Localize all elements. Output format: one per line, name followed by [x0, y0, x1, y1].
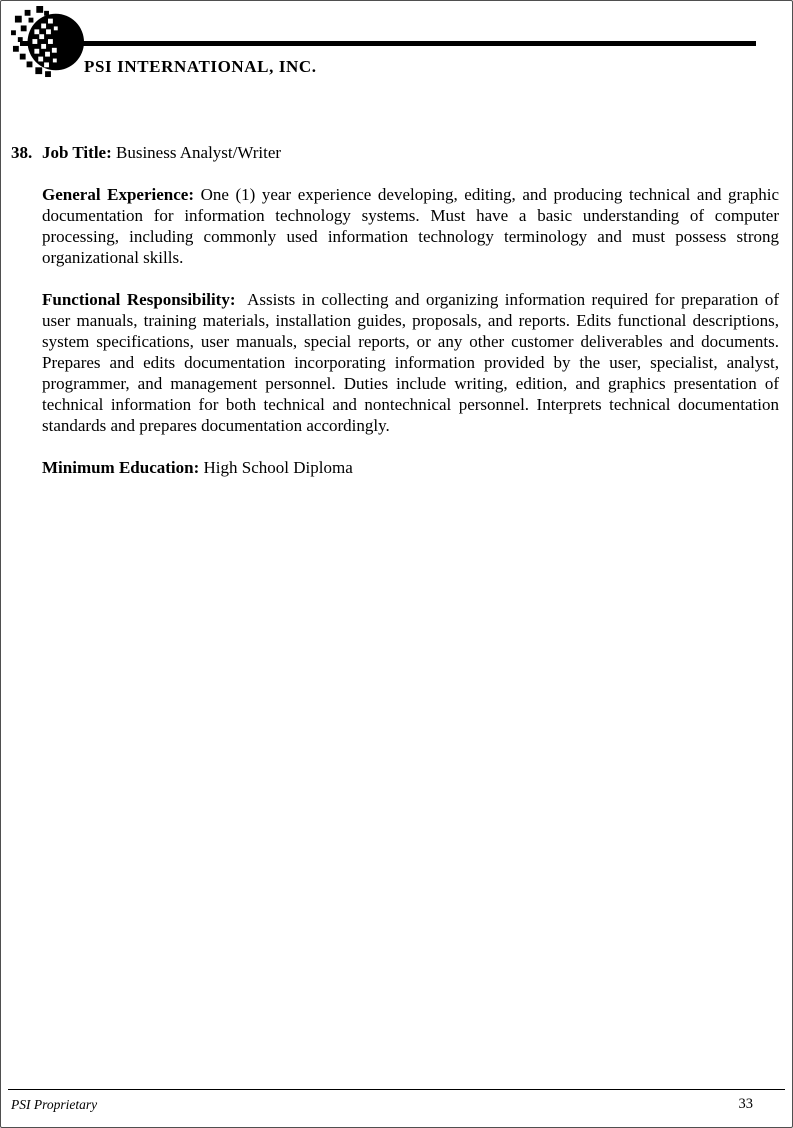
section-text: High School Diploma — [203, 458, 353, 477]
section-label: General Experience: — [42, 185, 194, 204]
section-text: One (1) year experience developing, editing, and producing technical and graphic documentation for information technology systems. Must have a basic understanding of computer processing, including commonly used information technology terminology and must possess strong organizational skills. — [42, 185, 780, 267]
section-general-experience — [42, 184, 779, 268]
page-number: 33 — [738, 1096, 753, 1112]
section-label: Functional Responsibility: — [42, 290, 236, 309]
job-number: 38. — [11, 143, 33, 162]
job-title-line — [11, 142, 779, 163]
company-name: PSI INTERNATIONAL, INC. — [84, 57, 317, 76]
section-text: Assists in collecting and organizing information required for preparation of user manuals, training materials, installation guides, proposals, and reports. Edits functional descriptions, system specifications, user manuals, special reports, or any other customer deliverables and documents. Prepares and edits documentation incorporating information provided by the user, specialist, analyst, programmer, and management personnel. Duties include writing, edition, and graphics presentation of technical information for both technical and nontechnical personnel. Interprets technical documentation standards and prepares documentation accordingly. — [42, 290, 779, 435]
section-label: Minimum Education: — [42, 458, 200, 477]
header-rule — [20, 41, 756, 46]
footer-proprietary-text: PSI Proprietary — [11, 1097, 98, 1112]
job-title-value: Business Analyst/Writer — [116, 143, 282, 162]
document-body — [11, 142, 780, 499]
section-functional-responsibility — [42, 289, 779, 436]
section-minimum-education — [42, 457, 779, 478]
psi-globe-logo — [11, 6, 85, 78]
footer-rule — [8, 1089, 785, 1090]
job-title-label: Job Title: — [42, 143, 112, 162]
